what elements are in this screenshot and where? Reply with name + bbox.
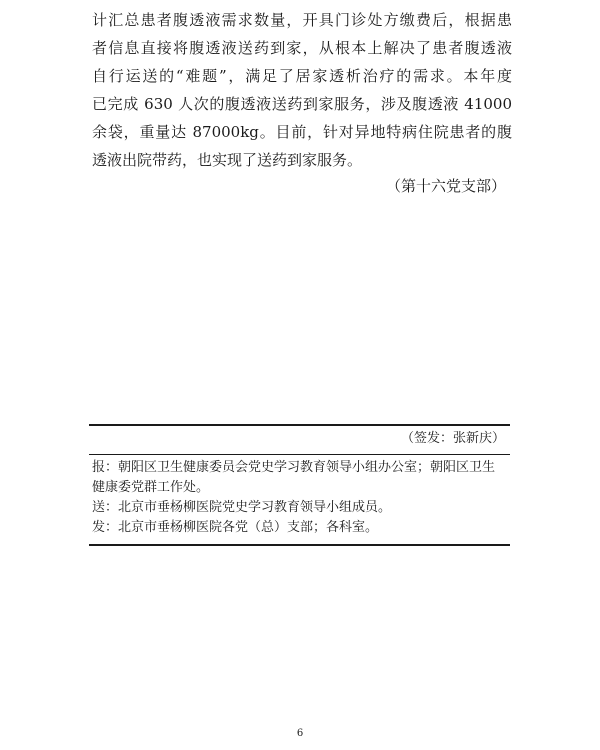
distribution-line: 健康委党群工作处。 <box>92 480 210 495</box>
body-line: 透液出院带药，也实现了送药到家服务。 <box>92 151 363 169</box>
body-line: 计汇总患者腹透液需求数量，开具门诊处方缴费后，根据患 <box>92 11 512 29</box>
distribution-line: 送：北京市垂杨柳医院党史学习教育领导小组成员。 <box>92 500 392 515</box>
distribution-list <box>92 458 512 538</box>
body-line: 者信息直接将腹透液送药到家，从根本上解决了患者腹透液 <box>92 39 512 57</box>
divider-top <box>89 424 510 426</box>
body-line: 自行运送的“难题”，满足了居家透析治疗的需求。本年度 <box>92 67 512 85</box>
branch-signature: （第十六党支部） <box>385 177 506 195</box>
body-line: 已完成 630 人次的腹透液送药到家服务，涉及腹透液 41000 <box>92 95 512 113</box>
page-number: 6 <box>296 728 304 739</box>
body-line: 余袋，重量达 87000kg。目前，针对异地特病住院患者的腹 <box>92 123 512 141</box>
body-paragraph <box>92 6 512 174</box>
distribution-line: 报：朝阳区卫生健康委员会党史学习教育领导小组办公室；朝阳区卫生 <box>92 460 496 475</box>
divider-bottom <box>89 544 510 546</box>
signoff: （签发：张新庆） <box>400 431 505 446</box>
divider-middle <box>89 454 510 455</box>
distribution-line: 发：北京市垂杨柳医院各党（总）支部；各科室。 <box>92 520 379 535</box>
